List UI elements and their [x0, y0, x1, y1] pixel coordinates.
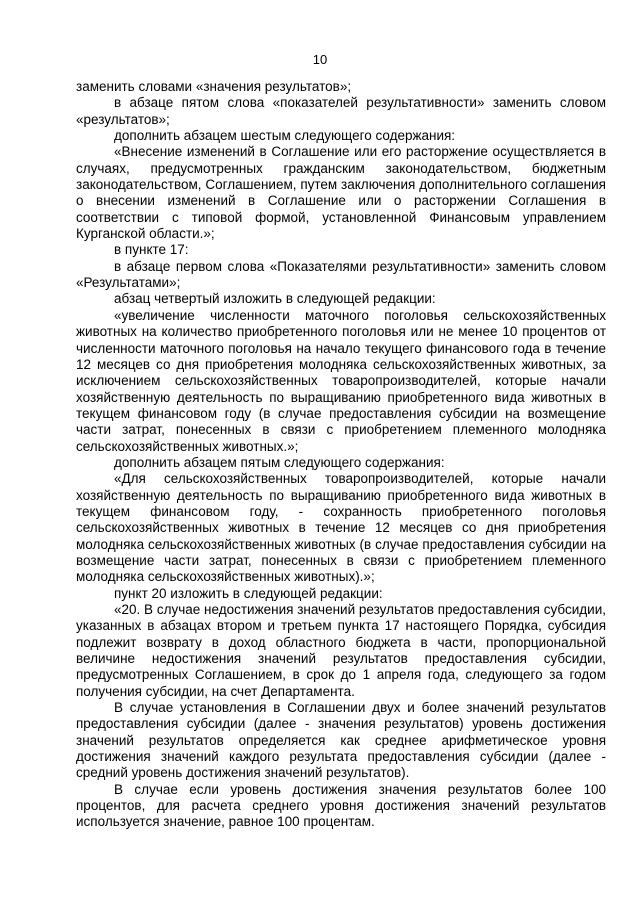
paragraph: пункт 20 изложить в следующей редакции: [114, 585, 383, 601]
paragraph: в абзаце первом слова «Показателями результативности» заменить словом «Результатами»; [76, 258, 606, 291]
paragraph: «20. В случае недостижения значений результатов предоставления субсидии, указанных в абзацах втором и третьем пункта 17 настоящего Порядка, субсидия подлежит возврату в доход областного бюджета в части, пропорциональной величине недостижения значений результатов предоставления субсидии, предусмотренных Соглашением, в срок до 1 апреля года, следующего за годом получения субсидии, на счет Департамента. [76, 602, 606, 699]
paragraph: В случае установления в Соглашении двух и более значений результатов предоставления субсидии (далее - значения результатов) уровень достижения значений результатов определяется как среднее арифметическое уровня достижения значений каждого результата предоставления субсидии (далее - средний уровень достижения значений результатов). [76, 700, 606, 781]
paragraph: дополнить абзацем пятым следующего содержания: [114, 454, 445, 470]
page-number: 10 [312, 52, 328, 67]
document-body [76, 79, 606, 831]
paragraph: В случае если уровень достижения значения результатов более 100 процентов, для расчета среднего уровня достижения значений результатов используется значение, равное 100 процентам. [76, 781, 606, 830]
paragraph: «увеличение численности маточного поголовья сельскохозяйственных животных на количество приобретенного поголовья или не менее 10 процентов от численности маточного поголовья на начало текущего финансового года в течение 12 месяцев со дня приобретения молодняка сельскохозяйственных животных, за исключением сельскохозяйственных товаропроизводителей, которые начали хозяйственную деятельность по выращиванию приобретенного вида животных в текущем финансовом году (в случае предоставления субсидии на возмещение части затрат, понесенных в связи с приобретением племенного молодняка сельскохозяйственных животных.»; [76, 307, 606, 454]
paragraph: «Для сельскохозяйственных товаропроизводителей, которые начали хозяйственную деятельность по выращиванию приобретенного вида животных в текущем финансовом году, - сохранность приобретенного поголовья сельскохозяйственных животных в течение 12 месяцев со дня приобретения молодняка сельскохозяйственных животных (в случае предоставления субсидии на возмещение части затрат, понесенных в связи с приобретением племенного молодняка сельскохозяйственных животных).»; [76, 471, 606, 585]
paragraph: дополнить абзацем шестым следующего содержания: [114, 128, 456, 144]
paragraph: в пункте 17: [114, 242, 189, 258]
paragraph: заменить словами «значения результатов»; [76, 79, 352, 94]
paragraph: абзац четвертый изложить в следующей редакции: [114, 291, 436, 307]
paragraph: «Внесение изменений в Соглашение или его расторжение осуществляется в случаях, предусмотренных гражданским законодательством, бюджетным законодательством, Соглашением, путем заключения дополнительного соглашения о внесении изменений в Соглашение или о расторжении Соглашения в соответствии с типовой формой, установленной Финансовым управлением Курганской области.»; [76, 144, 606, 242]
paragraph: в абзаце пятом слова «показателей результативности» заменить словом «результатов»; [76, 95, 606, 127]
